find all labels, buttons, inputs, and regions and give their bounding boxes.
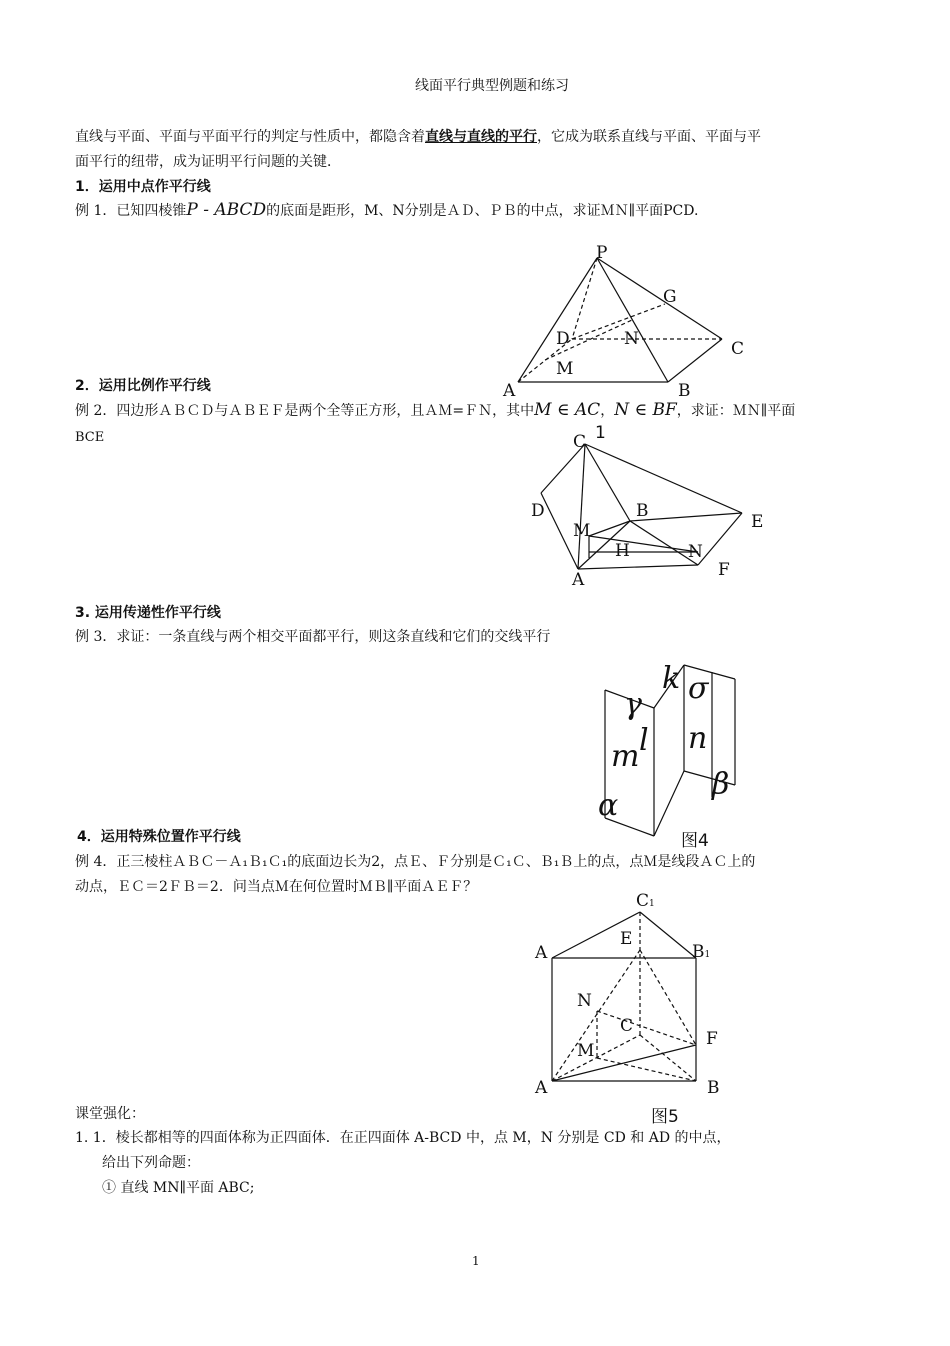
planes-label-k: k [662,661,681,696]
intro-part-1: 直线与平面、平面与平面平行的判定与性质中，都隐含着 [75,129,425,145]
page-title: 线面平行典型例题和练习 [415,78,569,94]
planes-label-n: n [688,721,708,756]
section-4-example-line-2: 动点，ＥＣ＝2ＦＢ＝2．问当点Ｍ在何位置时ＭＢ∥平面ＡＥＦ？ [75,879,478,895]
section-3-example: 例 3．求证：一条直线与两个相交平面都平行，则这条直线和它们的交线平行 [75,629,551,645]
squares-label-d: D [531,501,545,521]
section-2-heading: 2．运用比例作平行线 [75,378,211,394]
figure-5-caption: 图5 [651,1107,679,1127]
practice-heading: 课堂强化： [75,1106,145,1122]
prism-label-a1: A [535,943,548,963]
figure-1-number: 1 [595,423,606,443]
squares-label-b: B [636,501,649,521]
example-1-math: P - ABCD [186,200,267,220]
planes-label-m: m [611,739,640,774]
squares-label-e: E [751,512,764,532]
pyramid-label-p: P [596,243,608,263]
intro-line-2: 面平行的纽带，成为证明平行问题的关键． [75,154,341,170]
squares-label-m: M [573,521,591,541]
figure-4-caption: 图4 [681,831,709,851]
example-2-prefix: 例 2．四边形ＡＢＣＤ与ＡＢＥＦ是两个全等正方形，且ＡＭ=ＦＮ，其中 [75,403,535,419]
example-2-math-2: N ∈ BF [614,400,677,420]
prism-label-f: F [706,1029,718,1049]
pyramid-label-n: N [624,329,639,349]
example-1-suffix: 的底面是距形，M、N分别是ＡＤ、ＰＢ的中点，求证ＭＮ∥平面PCD. [266,203,699,219]
squares-label-f: F [718,560,730,580]
example-2-math-1: M ∈ AC [534,400,601,420]
planes-label-l: l [639,723,649,758]
squares-label-a: A [572,570,585,590]
planes-label-gamma: γ [624,687,642,722]
section-3-heading: 3. 运用传递性作平行线 [75,605,221,621]
pyramid-label-m: M [556,359,574,379]
section-4-example-line-1: 例 4．正三棱柱ＡＢＣ－Ａ₁Ｂ₁Ｃ₁的底面边长为2，点Ｅ、Ｆ分别是Ｃ₁Ｃ、Ｂ₁Ｂ上的点，点Ｍ是线段ＡＣ上的 [75,854,756,870]
planes-label-beta: β [712,767,730,802]
section-1-heading: 1．运用中点作平行线 [75,179,211,195]
squares-label-n: N [688,542,703,562]
pyramid-label-d: D [556,329,570,349]
prism-label-b: B [707,1078,720,1098]
section-2-line-2: BCE [75,430,105,445]
squares-label-h: H [615,541,630,561]
practice-item-line-3: ① 直线 MN∥平面 ABC; [102,1180,255,1196]
practice-item-line-2: 给出下列命题： [102,1155,200,1171]
practice-item-line-1: 1. 1．棱长都相等的四面体称为正四面体．在正四面体 A-BCD 中，点 M，N 分别是 CD 和 AD 的中点， [75,1130,731,1146]
example-1-prefix: 例 1．已知四棱锥 [75,203,187,219]
page-number: 1 [472,1254,480,1268]
squares-label-c: C [573,432,587,452]
pyramid-label-b: B [678,381,691,401]
example-2-suffix: ，求证：ＭＮ∥平面 [676,403,796,419]
planes-label-sigma: σ [688,671,709,706]
prism-label-a: A [535,1078,548,1098]
intro-emphasis: 直线与直线的平行 [425,129,537,145]
prism-label-m: M [577,1041,595,1061]
pyramid-label-g: G [663,287,677,307]
planes-label-alpha: α [598,788,619,823]
pyramid-label-a: A [503,381,516,401]
prism-label-e: E [620,929,633,949]
prism-label-b1: B1 [692,942,711,962]
prism-label-c1: C1 [636,891,655,911]
pyramid-label-c: C [731,339,745,359]
intro-part-2: ，它成为联系直线与平面、平面与平 [537,129,761,145]
section-4-heading: 4．运用特殊位置作平行线 [77,829,241,845]
prism-label-n: N [577,991,592,1011]
prism-label-c: C [620,1016,634,1036]
example-2-comma: ， [600,403,615,419]
